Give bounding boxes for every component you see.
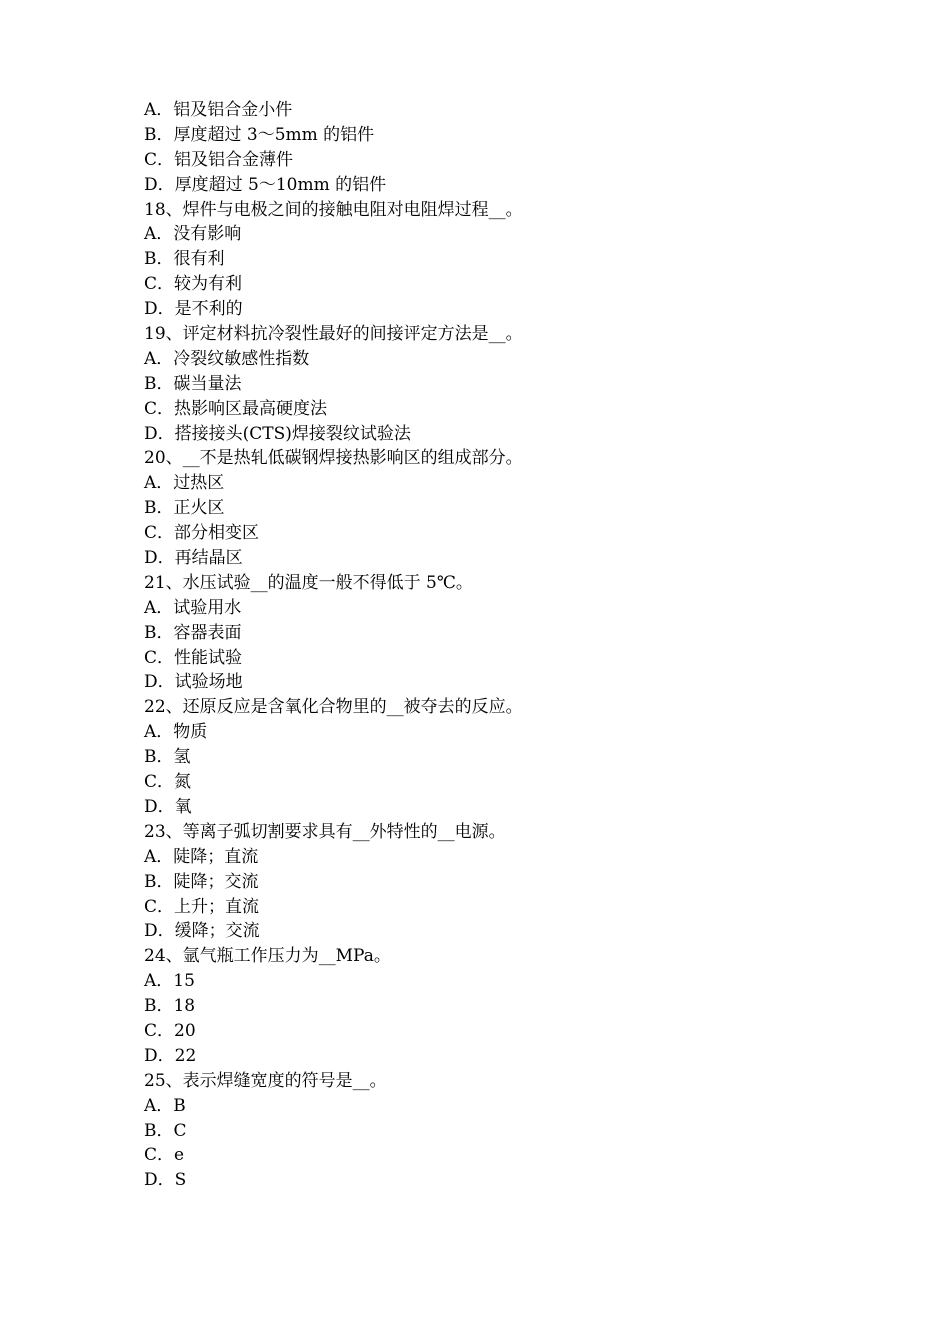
option-line: A．冷裂纹敏感性指数 [144, 348, 310, 369]
option-line: A．没有影响 [144, 224, 242, 245]
option-line: D．氧 [144, 796, 192, 817]
option-line: A．B [144, 1095, 186, 1116]
question-22: 22、还原反应是含氧化合物里的__被夺去的反应。 [144, 697, 523, 718]
option-line: A．陡降；直流 [144, 846, 259, 867]
option-line: C．上升；直流 [144, 896, 260, 917]
option-line: D．22 [144, 1045, 197, 1066]
document-body [144, 98, 844, 1193]
option-line: C．部分相变区 [144, 523, 260, 544]
option-line: C．铝及铝合金薄件 [144, 149, 294, 170]
option-line: C．热影响区最高硬度法 [144, 398, 328, 419]
option-line: D．是不利的 [144, 299, 243, 320]
option-line: A．15 [144, 971, 195, 992]
option-line: B．18 [144, 996, 196, 1017]
option-line: C．20 [144, 1020, 196, 1041]
option-line: D．再结晶区 [144, 548, 243, 569]
option-line: C．氮 [144, 772, 192, 793]
question-24: 24、氩气瓶工作压力为__MPa。 [144, 946, 391, 967]
option-line: D．搭接接头(CTS)焊接裂纹试验法 [144, 423, 411, 444]
option-line: D．试验场地 [144, 672, 243, 693]
option-line: B．氢 [144, 747, 191, 768]
question-18: 18、焊件与电极之间的接触电阻对电阻焊过程__。 [144, 199, 523, 220]
option-line: C．性能试验 [144, 647, 243, 668]
question-21: 21、水压试验__的温度一般不得低于 5℃。 [144, 572, 473, 593]
option-line: B．陡降；交流 [144, 871, 259, 892]
option-line: D．厚度超过 5～10mm 的铝件 [144, 174, 387, 195]
option-line: B．很有利 [144, 249, 225, 270]
option-line: B．容器表面 [144, 622, 242, 643]
option-line: B．厚度超过 3～5mm 的铝件 [144, 124, 375, 145]
option-line: C．较为有利 [144, 274, 243, 295]
option-line: A．物质 [144, 722, 208, 743]
question-23: 23、等离子弧切割要求具有__外特性的__电源。 [144, 821, 506, 842]
option-line: D．S [144, 1170, 187, 1191]
option-line: B．C [144, 1120, 187, 1141]
question-25: 25、表示焊缝宽度的符号是__。 [144, 1070, 387, 1091]
option-line: A．试验用水 [144, 597, 242, 618]
question-20: 20、__不是热轧低碳钢焊接热影响区的组成部分。 [144, 448, 523, 469]
question-19: 19、评定材料抗冷裂性最好的间接评定方法是__。 [144, 324, 523, 345]
option-line: C．e [144, 1145, 185, 1166]
option-line: A．铝及铝合金小件 [144, 100, 293, 120]
option-line: A．过热区 [144, 473, 225, 494]
option-line: D．缓降；交流 [144, 921, 260, 942]
option-line: B．正火区 [144, 498, 225, 519]
option-line: B．碳当量法 [144, 373, 242, 394]
